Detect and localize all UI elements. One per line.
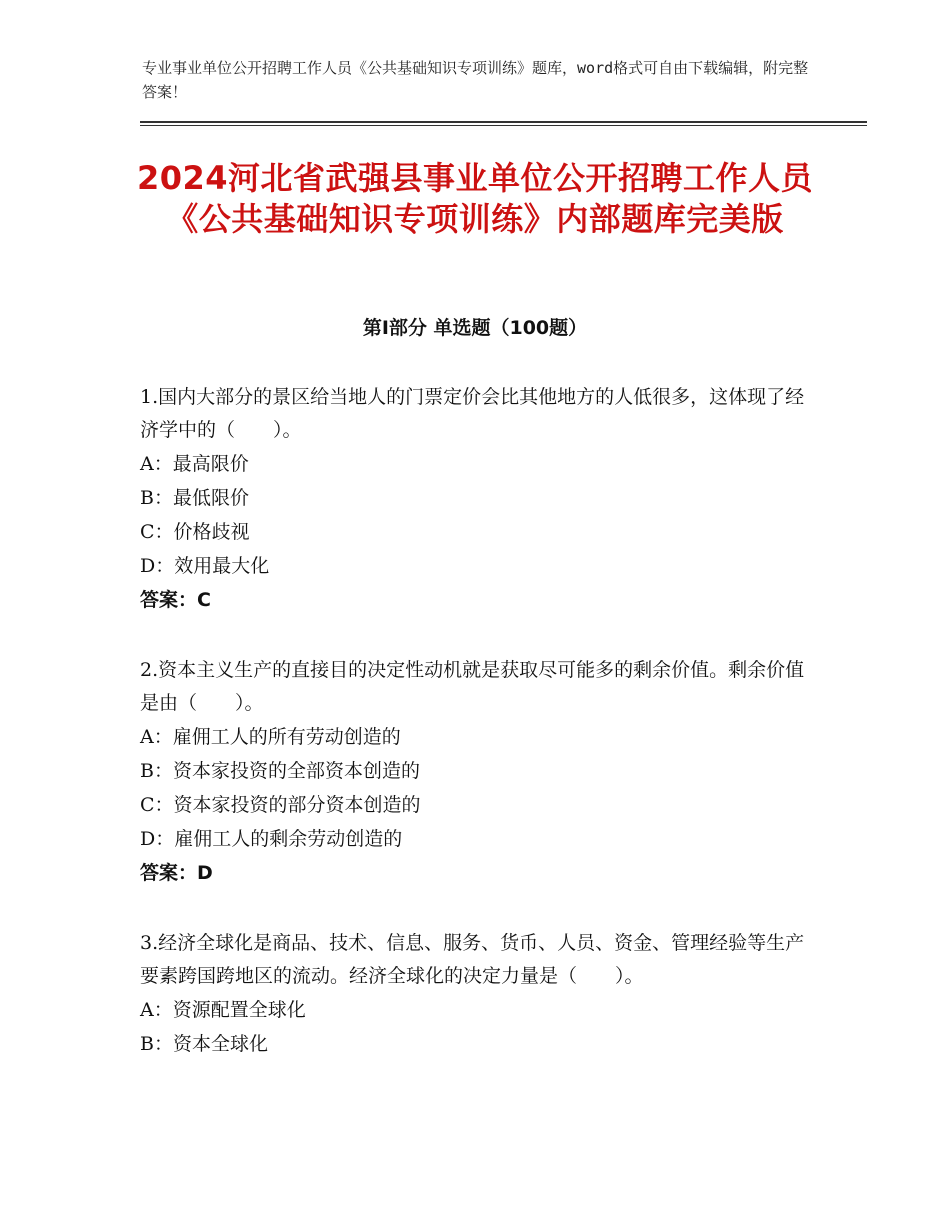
question-option: C：价格歧视 xyxy=(140,521,250,543)
question-option: A：资源配置全球化 xyxy=(140,999,306,1021)
question-option: B：资本全球化 xyxy=(140,1033,268,1055)
question-answer: 答案：D xyxy=(140,862,213,884)
question-option: B：资本家投资的全部资本创造的 xyxy=(140,760,420,782)
question-item xyxy=(140,381,820,617)
question-stem: 1.国内大部分的景区给当地人的门票定价会比其他地方的人低很多，这体现了经济学中的（ ）。 xyxy=(140,386,805,441)
header-divider-thick xyxy=(140,121,867,123)
section-title: 第Ⅰ部分 单选题（100题） xyxy=(362,317,588,339)
question-option: C：资本家投资的部分资本创造的 xyxy=(140,794,421,816)
question-stem: 3.经济全球化是商品、技术、信息、服务、货币、人员、资金、管理经验等生产要素跨国跨地区的流动。经济全球化的决定力量是（ ）。 xyxy=(140,932,805,987)
question-option: D：雇佣工人的剩余劳动创造的 xyxy=(140,828,403,850)
document-title: 2024河北省武强县事业单位公开招聘工作人员《公共基础知识专项训练》内部题库完美版 xyxy=(136,159,814,238)
header-note: 专业事业单位公开招聘工作人员《公共基础知识专项训练》题库，word格式可自由下载编辑，附完整答案！ xyxy=(142,59,809,101)
question-item xyxy=(140,654,820,890)
question-option: A：雇佣工人的所有劳动创造的 xyxy=(140,726,401,748)
header-divider-thin xyxy=(140,125,867,126)
question-option: B：最低限价 xyxy=(140,487,249,509)
question-stem: 2.资本主义生产的直接目的决定性动机就是获取尽可能多的剩余价值。剩余价值是由（ ）。 xyxy=(140,659,805,714)
question-option: A：最高限价 xyxy=(140,453,249,475)
question-answer: 答案：C xyxy=(140,589,211,611)
question-option: D：效用最大化 xyxy=(140,555,270,577)
question-item xyxy=(140,927,820,1061)
